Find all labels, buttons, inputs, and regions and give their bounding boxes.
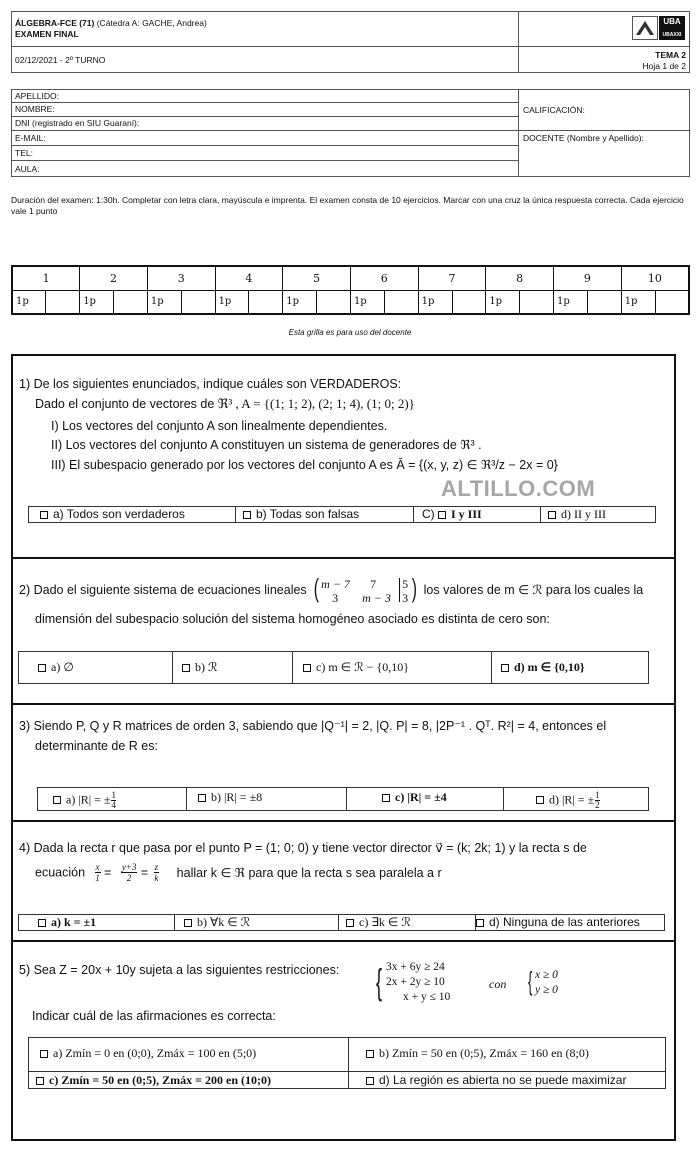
tel-field[interactable]: TEL: bbox=[15, 148, 33, 158]
uba-emblem-icon bbox=[632, 16, 658, 40]
q5-brace2-icon: { bbox=[528, 966, 533, 996]
grid-points-cell: 1p bbox=[80, 290, 114, 314]
q1-option-b[interactable]: b) Todas son falsas bbox=[243, 507, 359, 521]
q1-prompt: 1) De los siguientes enunciados, indique cuáles son VERDADEROS: bbox=[19, 377, 402, 391]
q2-option-b[interactable]: b) ℛ bbox=[182, 660, 218, 675]
q5-option-b[interactable]: b) Zmín = 50 en (0;5), Zmáx = 160 en (8;0) bbox=[366, 1046, 589, 1061]
grid-points-cell: 1p bbox=[147, 290, 181, 314]
grid-header-cell: 6 bbox=[350, 266, 418, 290]
exam-date: 02/12/2021 - 2º TURNO bbox=[15, 55, 106, 65]
q4-opt-sep bbox=[338, 914, 339, 931]
q2-opt-sep bbox=[491, 651, 492, 684]
watermark: ALTILLO.COM bbox=[441, 476, 596, 501]
q5-line2: Indicar cuál de las afirmaciones es correcta: bbox=[32, 1009, 276, 1023]
q5-option-c[interactable]: c) Zmín = 50 en (0;5), Zmáx = 200 en (10;0) bbox=[36, 1073, 271, 1088]
checkbox-icon bbox=[182, 664, 190, 672]
q1-statement-ii: II) Los vectores del conjunto A constituyen un sistema de generadores de ℜ³ . bbox=[51, 438, 482, 452]
q5-restrictions: 3x + 6y ≥ 24 2x + 2y ≥ 10 x + y ≤ 10 bbox=[386, 961, 451, 1003]
header-vdivider bbox=[518, 11, 519, 73]
q4-option-b[interactable]: b) ∀k ∈ ℛ bbox=[184, 915, 250, 930]
q5-option-d[interactable]: d) La región es abierta no se puede maximizar bbox=[366, 1073, 626, 1087]
q3-option-a[interactable]: a) |R| = ± $\frac{1}{4}$ bbox=[53, 791, 116, 810]
grid-points-cell: 1p bbox=[350, 290, 384, 314]
grid-score-cell[interactable] bbox=[587, 290, 621, 314]
grid-points-cell: 1p bbox=[621, 290, 655, 314]
checkbox-icon bbox=[40, 1050, 48, 1058]
grid-header-cell: 1 bbox=[12, 266, 80, 290]
q2-opt-sep bbox=[292, 651, 293, 684]
q5-opt-sep bbox=[348, 1037, 349, 1089]
checkbox-icon bbox=[346, 919, 354, 927]
question-divider bbox=[11, 820, 676, 822]
q3-prompt: 3) Siendo P, Q y R matrices de orden 3, sabiendo que |Q⁻¹| = 2, |Q. P| = 8, |2P⁻¹ . Qᵀ. R²| = 4, entonces el bbox=[19, 719, 607, 733]
checkbox-icon bbox=[40, 511, 48, 519]
q2-option-a[interactable]: a) ∅ bbox=[38, 660, 74, 675]
grid-header-cell: 8 bbox=[486, 266, 554, 290]
q3-opt-sep bbox=[503, 787, 504, 811]
grid-points-cell: 1p bbox=[283, 290, 317, 314]
q4-line2: ecuación $\frac{x}{1}$ = $\frac{y+3}{2}$ = $\frac{z}{k}$ hallar k ∈ ℜ para que la recta s sea paralela a r bbox=[35, 862, 442, 883]
question-divider bbox=[11, 557, 676, 559]
q1-option-a[interactable]: a) Todos son verdaderos bbox=[40, 507, 185, 521]
student-vdivider bbox=[518, 89, 519, 177]
question-divider bbox=[11, 940, 676, 942]
q1-opt-sep bbox=[540, 506, 541, 523]
checkbox-icon bbox=[303, 664, 311, 672]
q4-prompt: 4) Dada la recta r que pasa por el punto P = (1; 0; 0) y tiene vector director v⃗ = (k; 2k; 1) y la recta s de bbox=[19, 841, 587, 855]
checkbox-icon bbox=[184, 919, 192, 927]
checkbox-icon bbox=[438, 511, 446, 519]
grid-header-cell: 9 bbox=[554, 266, 622, 290]
grid-points-cell: 1p bbox=[418, 290, 452, 314]
exam-title: EXAMEN FINAL bbox=[15, 29, 79, 39]
checkbox-icon bbox=[382, 794, 390, 802]
dni-field[interactable]: DNI (registrado en SIU Guaraní): bbox=[15, 118, 140, 128]
grid-header-cell: 4 bbox=[215, 266, 283, 290]
q4-option-d[interactable]: d) Ninguna de las anteriores bbox=[476, 915, 640, 929]
grid-note: Esta grilla es para uso del docente bbox=[288, 328, 412, 337]
checkbox-icon bbox=[548, 511, 556, 519]
tema-label: TEMA 2 bbox=[655, 50, 686, 60]
checkbox-icon bbox=[476, 919, 484, 927]
grid-header-cell: 2 bbox=[80, 266, 148, 290]
checkbox-icon bbox=[501, 664, 509, 672]
grid-score-cell[interactable] bbox=[181, 290, 215, 314]
q5-option-a[interactable]: a) Zmín = 0 en (0;0), Zmáx = 100 en (5;0) bbox=[40, 1046, 256, 1061]
q4-option-c[interactable]: c) ∃k ∈ ℛ bbox=[346, 915, 411, 930]
grid-score-cell[interactable] bbox=[114, 290, 148, 314]
grid-score-cell[interactable] bbox=[655, 290, 689, 314]
grid-header-cell: 5 bbox=[283, 266, 351, 290]
email-field[interactable]: E-MAIL: bbox=[15, 133, 46, 143]
grid-score-cell[interactable] bbox=[384, 290, 418, 314]
nombre-field[interactable]: NOMBRE: bbox=[15, 104, 55, 114]
logo-subtext: UBAXXI bbox=[662, 32, 682, 38]
header-divider bbox=[11, 46, 690, 47]
q2-prompt: 2) Dado el siguiente sistema de ecuaciones lineales ( m − 7 7 3 m − 3 5 3 ) los valores de m ∈ ℛ para los cuales la bbox=[19, 573, 644, 605]
student-row-line bbox=[11, 102, 518, 103]
apellido-field[interactable]: APELLIDO: bbox=[15, 91, 59, 101]
q1-option-c[interactable]: C) I y III bbox=[422, 507, 482, 521]
calificacion-field[interactable]: CALIFICACIÓN: bbox=[523, 105, 585, 115]
grid-score-cell[interactable] bbox=[249, 290, 283, 314]
q2-matrix: ( m − 7 7 3 m − 3 5 3 ) bbox=[313, 573, 418, 605]
q1-opt-sep bbox=[235, 506, 236, 523]
q3-option-b[interactable]: b) |R| = ±8 bbox=[198, 790, 262, 805]
q3-line2: determinante de R es: bbox=[35, 739, 158, 753]
q5-con: con bbox=[489, 977, 507, 991]
grid-points-cell: 1p bbox=[554, 290, 588, 314]
grid-score-cell[interactable] bbox=[452, 290, 486, 314]
checkbox-icon bbox=[38, 664, 46, 672]
grid-score-cell[interactable] bbox=[317, 290, 351, 314]
checkbox-icon bbox=[366, 1077, 374, 1085]
q3-option-c[interactable]: c) |R| = ±4 bbox=[382, 790, 447, 805]
checkbox-icon bbox=[38, 919, 46, 927]
q3-opt-sep bbox=[186, 787, 187, 811]
checkbox-icon bbox=[198, 794, 206, 802]
checkbox-icon bbox=[366, 1050, 374, 1058]
q2-option-c[interactable]: c) m ∈ ℛ − {0,10} bbox=[303, 660, 409, 675]
checkbox-icon bbox=[243, 511, 251, 519]
student-row-line bbox=[11, 130, 690, 131]
hoja-label: Hoja 1 de 2 bbox=[642, 61, 686, 71]
grid-score-cell[interactable] bbox=[46, 290, 80, 314]
q5-brace-icon: { bbox=[376, 961, 383, 1002]
q4-opt-sep bbox=[174, 914, 175, 931]
student-row-line bbox=[11, 145, 518, 146]
grid-header-cell: 3 bbox=[147, 266, 215, 290]
q5-nonneg: x ≥ 0 y ≥ 0 bbox=[535, 969, 558, 996]
q5-opt-hline bbox=[28, 1071, 666, 1072]
q1-statement-iii: III) El subespacio generado por los vectores del conjunto A es Ā = {(x, y, z) ∈ ℜ³/z − 2x = 0} bbox=[51, 458, 558, 472]
student-row-line bbox=[11, 116, 518, 117]
logo-text: UBA bbox=[663, 17, 681, 26]
grid-points-cell: 1p bbox=[215, 290, 249, 314]
grid-points-cell: 1p bbox=[486, 290, 520, 314]
q3-opt-sep bbox=[346, 787, 347, 811]
q2-option-d[interactable]: d) m ∈ {0,10} bbox=[501, 660, 585, 675]
q2-line2: dimensión del subespacio solución del sistema homogéneo asociado es distinta de cero son: bbox=[35, 612, 550, 626]
aula-field[interactable]: AULA: bbox=[15, 164, 40, 174]
checkbox-icon bbox=[36, 1077, 44, 1085]
q1-set: Dado el conjunto de vectores de ℜ³ , A = {(1; 1; 2), (2; 1; 4), (1; 0; 2)} bbox=[35, 396, 415, 411]
instructions: Duración del examen: 1:30h. Completar con letra clara, mayúscula e imprenta. El examen consta de 10 ejercicios. Marcar con una cruz la única respuesta correcta. Cada ejercicio vale 1 punto bbox=[11, 195, 684, 216]
grade-grid bbox=[11, 265, 690, 315]
q5-prompt: 5) Sea Z = 20x + 10y sujeta a las siguientes restricciones: bbox=[19, 963, 340, 977]
q1-opt-sep bbox=[413, 506, 414, 523]
q3-option-d[interactable]: d) |R| = ± $\frac{1}{2}$ bbox=[536, 791, 600, 810]
grid-header-cell: 7 bbox=[418, 266, 486, 290]
checkbox-icon bbox=[536, 796, 544, 804]
grid-points-cell: 1p bbox=[12, 290, 46, 314]
checkbox-icon bbox=[53, 796, 61, 804]
q2-opt-sep bbox=[172, 651, 173, 684]
grid-header-cell: 10 bbox=[621, 266, 689, 290]
q4-option-a[interactable]: a) k = ±1 bbox=[38, 915, 96, 930]
student-row-line bbox=[11, 160, 518, 161]
q1-option-d[interactable]: d) II y III bbox=[548, 507, 606, 522]
uba-logo bbox=[632, 16, 685, 40]
question-divider bbox=[11, 703, 676, 705]
q1-statement-i: I) Los vectores del conjunto A son linealmente dependientes. bbox=[51, 419, 388, 433]
docente-field[interactable]: DOCENTE (Nombre y Apellido): bbox=[523, 133, 644, 143]
course-title: ÁLGEBRA-FCE (71) (Cátedra A: GACHE, Andrea) bbox=[15, 18, 207, 28]
grid-score-cell[interactable] bbox=[520, 290, 554, 314]
